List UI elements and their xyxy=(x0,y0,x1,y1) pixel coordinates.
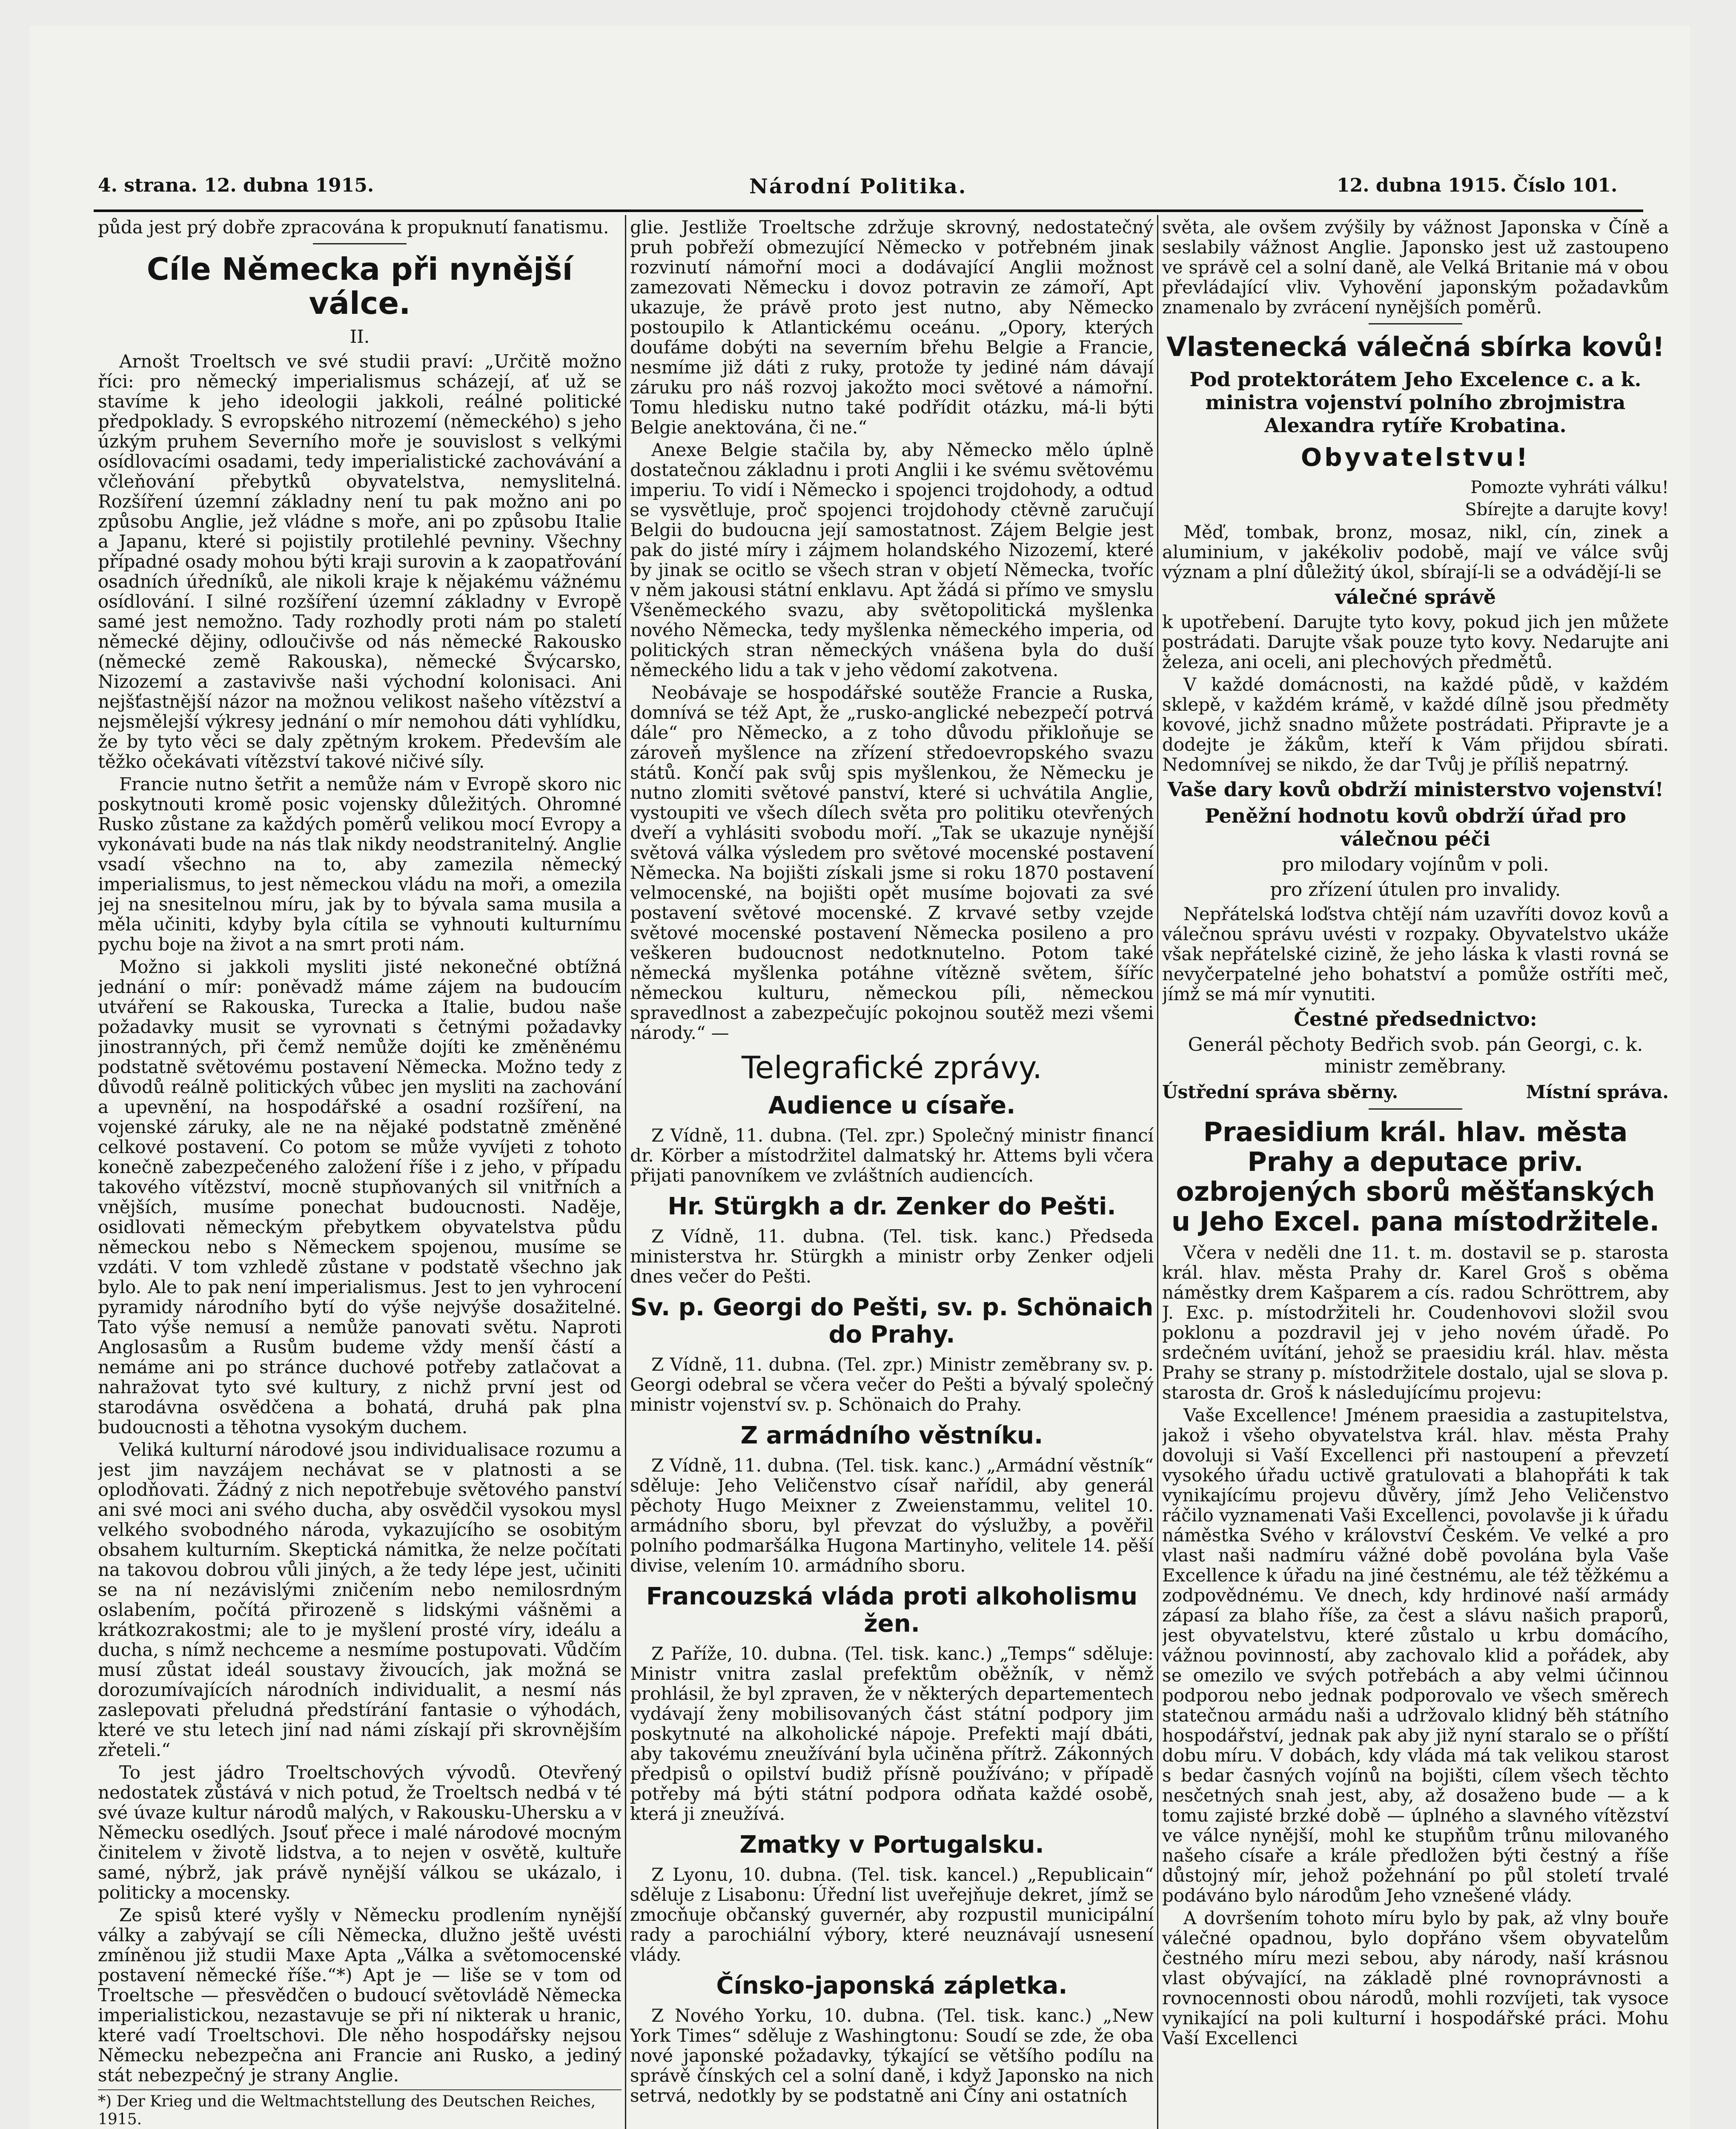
news-text: Z Vídně, 11. dubna. (Tel. zpr.) Společný ministr financí dr. Körber a místodržitel dalmatský hr. Attems byli včera přijati panovníkem ve zvláštních audiencích. xyxy=(630,1125,1154,1186)
local-administration: Místní správa. xyxy=(1526,1082,1669,1102)
article-title: Praesidium král. hlav. města Prahy a deputace priv. ozbrojených sborů měšťanských u Jeho Excel. pana místodržitele. xyxy=(1171,1116,1660,1237)
article-title: Cíle Německa při nynější válce. xyxy=(146,251,573,321)
news-title: Francouzská vláda proti alkoholismu žen. xyxy=(646,1583,1137,1638)
news-text: Z Vídně, 11. dubna. (Tel. tisk. kanc.) „Armádní věstník“ sděluje: Jeho Veličenstvo císař nařídil, aby generál pěchoty Hugo Meixner z Zweienstammu, velitel 10. armádního sboru, byl převzat do výslužby, a pověřil polního podmaršálka Hugona Martinyho, velitele 14. pěší divise, velením 10. armádního sboru. xyxy=(630,1455,1154,1576)
paragraph: Veliká kulturní národové jsou individualisace rozumu a jest jim navzájem nechávat se v platnosti a se oplodňovati. Žádný z nich nepotřebuje světového panství ani své moci ani svého ducha, aby osvědčil vysokou mysl velkého svobodného národa, vykazujícího se osobitým obsahem kulturním. Skeptická námitka, že nelze počítati na takovou dobrou vůli jiných, a že tedy lépe jest, učiniti se na ní nezávislými zničením nebo nemilosrdným oslabením, počítá přirozeně s lidskými vášněmi a krátkozrakostmi; ale to je myšlení prosté víry, ideálu a ducha, s nímž nechceme a nesmíme postupovati. Vůdčím musí zůstat ideál soustavy živoucích, jak možná se dorozumívajících národních individualit, a nesmí nás zaslepovati přeludná předstírání fantasie o výhodách, které ve stu letech jiní nad námi získají při skrovnějším zřeteli.“ xyxy=(98,1439,622,1760)
money-line: Peněžní hodnotu kovů obdrží úřad pro válečnou péči xyxy=(1205,804,1626,850)
newspaper-page xyxy=(30,26,1690,2129)
column-1 xyxy=(98,217,622,2129)
news-text: Z Vídně, 11. dubna. (Tel. zpr.) Ministr zeměbrany sv. p. Georgi odebral se včera večer do Pešti a bývalý společný ministr vojenství sv. p. Schönaich do Prahy. xyxy=(630,1354,1154,1415)
news-text: Z Lyonu, 10. dubna. (Tel. tisk. kancel.) „Republicain“ sděluje z Lisabonu: Úřední list uveřejňuje dekret, jímž se zmocňuje občanský guvernér, aby rozpustil municipální rady a parochiální výbory, které neuznávají usnesení vlády. xyxy=(630,1864,1154,1965)
news-title: Audience u císaře. xyxy=(768,1092,1016,1119)
footnote: *) Der Krieg und die Weltmachtstellung des Deutschen Reiches, 1915. xyxy=(98,2089,622,2129)
paragraph: Včera v neděli dne 11. t. m. dostavil se p. starosta král. hlav. města Prahy dr. Karel Groš s oběma náměstky drem Kašparem a cís. radou Schröttrem, aby J. Exc. p. místodržiteli hr. Coudenhovovi složil svou poklonu a pozdravil jej v jeho novém úřadě. Po srdečném uvítání, jehož se praesidiu král. hlav. města Prahy se strany p. místodržitele dostalo, ujal se slova p. starosta dr. Groš k následujícímu projevu: xyxy=(1162,1242,1669,1403)
column-2 xyxy=(630,217,1154,2129)
separator xyxy=(1369,1108,1462,1110)
header-rule xyxy=(94,209,1643,212)
news-text: Z Vídně, 11. dubna. (Tel. tisk. kanc.) Předseda ministerstva hr. Stürgkh a ministr orby Zenker odjeli dnes večer do Pešti. xyxy=(630,1226,1154,1287)
purpose-line: pro milodary vojínům v poli. xyxy=(1282,854,1549,875)
paragraph: Neobávaje se hospodářské soutěže Francie a Ruska, domnívá se též Apt, že „rusko-anglické nebezpečí potrvá dále“ pro Německo, a z toho důvodu přikloňuje se zároveň myšlence na zřízení středoevropského svazu států. Končí pak svůj spis myšlenkou, že Německu je nutno zlomiti světové panství, které si uchvátila Anglie, vystoupiti ve všech dílech světa pro politiku otevřených dveří a vyhlásiti svobodu moří. „Tak se ukazuje nynější světová válka výsledem pro světové mocenské postavení Německa. Na bojišti získali jsme si roku 1870 postavení velmocenské, na bojišti opět musíme bojovati za své postavení světové mocenské. Z krvavé setby vzejde světové mocenské postavení Německa posileno a pro veškeren budoucnost nedotknutelno. Potom také německá myšlenka potáhne vítězně světem, šíříc německou kulturu, německou píli, německou spravedlnost a zabezpečujíc pokojnou soutěž mezi všemi národy.“ — xyxy=(630,682,1154,1043)
appeal-title: Vlastenecká válečná sbírka kovů! xyxy=(1166,331,1664,362)
paragraph: Anexe Belgie stačila by, aby Německo mělo úplně dostatečnou základnu i proti Anglii i ke svému světovému imperiu. To vidí i Německo i spojenci trojdohody, a odtud se vysvětluje, proč spojenci trojdohody ctěvně zaručují Belgii do budoucna její samostatnost. Zájem Belgie jest pak do jisté míry i zájmem holandského Nizozemí, které by jinak se ocitlo se všech stran v objetí Německa, tvoříc v něm jakousi státní enklavu. Apt žádá si přímo ve smyslu Všeněmeckého svazu, aby světopolitická myšlenka nového Německa, tedy myšlenka německého imperia, od politických stran německých vnášena byla do duší německého lidu a tak v jeho vědomí zakotvena. xyxy=(630,439,1154,680)
honorary-chair: Čestné předsednictvo: xyxy=(1294,1007,1537,1030)
masthead: Národní Politika. xyxy=(749,175,967,198)
appeal-headline: Obyvatelstvu! xyxy=(1301,443,1530,472)
paragraph: Francie nutno šetřit a nemůže nám v Evropě skoro nic poskytnouti kromě posic vojensky důležitých. Ohromné Rusko zůstane za každých poměrů velikou mocí Evropy a vykonávati bude na nás tlak nikdy neodstranitelný. Anglie vsadí všechno na to, aby zamezila německý imperialismus, to jest německou vládu na moři, a omezila jej na snesitelnou míru, jak by to bývala sama musila a měla učiniti, kdyby byla cítila se vyhnouti kulturnímu pychu boje na život a na smrt proti nám. xyxy=(98,774,622,955)
protectorate-line: Pod protektorátem Jeho Excelence c. a k. ministra vojenství polního zbrojmistra Alexandra rytíře Krobatina. xyxy=(1189,368,1641,437)
news-text: Z Paříže, 10. dubna. (Tel. tisk. kanc.) „Temps“ sděluje: Ministr vnitra zaslal prefektům oběžník, v němž prohlásil, že byl zpraven, že v některých departementech vydávají ženy mobilisovaných část státní podpory jim poskytnuté na alkoholické nápoje. Prefekti mají dbáti, aby takovému zneužívání byla učiněna přítrž. Zákonných předpisů o opilství budiž přísně používáno; v případě potřeby má býti státní podpora odňata každé osobě, která ji zneužívá. xyxy=(630,1643,1154,1824)
news-title: Zmatky v Portugalsku. xyxy=(739,1831,1044,1859)
article-part: II. xyxy=(349,326,370,347)
news-text: Z Nového Yorku, 10. dubna. (Tel. tisk. kanc.) „New York Times“ sděluje z Washingtonu: Soudí se zde, že oba nové japonské požadavky, týkající se většího podílu na správě čínských cel a solní daně, i když Japonsko na nich setrvá, nedotkly by se podstatně ani Číny ani ostatních xyxy=(630,2005,1154,2106)
lead-text: půda jest prý dobře zpracována k propuknutí fanatismu. xyxy=(98,217,609,238)
paragraph: světa, ale ovšem zvýšily by vážnost Japonska v Číně a seslabily vážnost Anglie. Japonsko jest už zastoupeno ve správě cel a solní daně, ale Velká Britanie má v obou převládající vliv. Vyhovění japonským požadavkům znamenalo by zvrácení nynějších poměrů. xyxy=(1162,217,1669,318)
purpose-line: pro zřízení útulen pro invalidy. xyxy=(1270,879,1561,901)
paragraph: Nepřátelská loďstva chtějí nám uzavříti dovoz kovů a válečnou správu uvésti v rozpaky. Obyvatelstvo ukáže však nepřátelské cizině, že jeho láska k vlasti rovná se nevyčerpatelné jeho bohatství a pomůže ostříti meč, jímž se má mír vynutiti. xyxy=(1162,904,1669,1004)
news-title: Čínsko-japonská zápletka. xyxy=(716,1972,1068,2000)
ministry-line: Vaše dary kovů obdrží ministerstvo vojenství! xyxy=(1167,778,1664,801)
central-administration: Ústřední správa sběrny. xyxy=(1162,1082,1398,1102)
paragraph: V každé domácnosti, na každé půdě, v každém sklepě, v každém krámě, v každé dílně jsou předměty kovové, jichž snadno můžete postrádati. Připravte je a dodejte je žákům, kteří k Vám přijdou sbírati. Nedomnívej se nikdo, že dar Tvůj je příliš nepatrný. xyxy=(1162,674,1669,775)
signature-row xyxy=(1162,1082,1669,1102)
paragraph: To jest jádro Troeltschových vývodů. Otevřený nedostatek zůstává v nich potud, že Troeltsch nedbá v té své úvaze kultur národů malých, v Rakousku-Uhersku a v Německu osedlých. Jsouť přece i malé národové mocným činitelem v životě lidstva, a to nejen v osvětě, kultuře samé, nýbrž, jak právě nynější válkou se ukázalo, i politicky a mocensky. xyxy=(98,1762,622,1903)
war-administration: válečné správě xyxy=(1335,585,1496,608)
column-divider xyxy=(1157,215,1158,2129)
slogan: Sbírejte a darujte kovy! xyxy=(1465,500,1669,519)
slogan: Pomozte vyhráti válku! xyxy=(1470,478,1669,497)
paragraph: Možno si jakkoli mysliti jisté nekonečné obtížná jednání o mír: poněvadž máme zájem na budoucím utváření se Rakouska, Turecka a Italie, budou naše požadavky musit se vyrovnati s četnými požadavky jinostranných, při čemž nemůže dojíti ke změněnému podstatně světovému postavení Německa. Možno tedy z důvodů reálně politických vůbec jen mysliti na zachování a upevnění, na hospodářské a osadní rozšíření, na vojenské záruky, ale ne na nějaké podstatně změněné celkové postavení. Co potom se může vyvíjeti z tohoto konečně zabezpečeného založení říše i z jeho, v případu takového vítězství, mocně stupňovaných sil vnitřních a vnějších, musíme ponechat budoucnosti. Naděje, osidlovati německým přebytkem obyvatelstva půdu německou nebo s Německem spojenou, musíme se vzdáti. V tom vzhledě zůstane v podstatě všechno jak bylo. Ale to pak není imperialismus. Jest to jen vyhrocení pyramidy národního bytí do výše nejvýše dosažitelné. Tato výše nemusí a nemůže panovati světu. Naproti Anglosasům a Rusům budeme vždy menší částí a nemáme ani po stránce duchové potřeby zatlačovat a nahražovat tyto své kultury, z nichž první jest od starodávna osvědčena a bohatá, druhá pak plna budoucnosti a těhotna vysokým duchem. xyxy=(98,956,622,1438)
news-title: Hr. Stürgkh a dr. Zenker do Pešti. xyxy=(667,1193,1116,1220)
paragraph: k upotřebení. Darujte tyto kovy, pokud jich jen můžete postrádati. Darujte však pouze tyto kovy. Nedarujte ani železa, ani oceli, ani plechových předmětů. xyxy=(1162,611,1669,672)
paragraph: glie. Jestliže Troeltsche zdržuje skrovný, nedostatečný pruh pobřeží obmezující Německo v potřebném jinak rozvinutí námořní moci a dodávající Anglii možnost zamezovati Německu i dovoz potravin ze zámoří, Apt ukazuje, že právě proto jest nutno, aby Německo postoupilo k Atlantickému oceánu. „Opory, kterých doufáme dobýti na severním břehu Belgie a Francie, nesmíme již dáti z ruky, protože ty jediné nám dávají záruku pro náš rozvoj jakožto moci světové a námořní. Tomu hledisku nutno také podřídit otázku, má-li býti Belgie anektována, či ne.“ xyxy=(630,217,1154,438)
separator xyxy=(313,243,407,244)
page-date-left: 4. strana. 12. dubna 1915. xyxy=(98,175,374,196)
news-title: Sv. p. Georgi do Pešti, sv. p. Schönaich do Prahy. xyxy=(630,1294,1154,1349)
separator xyxy=(1369,323,1462,324)
column-divider xyxy=(625,215,626,2129)
paragraph: Vaše Excellence! Jménem praesidia a zastupitelstva, jakož i všeho obyvatelstva král. hlav. města Prahy dovoluji si Vaší Excellenci při nastoupení a převzetí vysokého úřadu uctivě gratulovati a blahopřáti k tak vynikajícímu projevu důvěry, jímž Jeho Veličenstvo ráčilo vyznamenati Vaši Excellenci, povolavše ji k úřadu náměstka Svého v království Českém. Ve velké a pro vlast naši nadmíru vážné době povolána byla Vaše Excellence k úřadu na jiné čestnému, ale též těžkému a zodpovědnému. Ve dnech, kdy hrdinové naší armády zápasí za blaho říše, za čest a slávu našich praporů, jest obyvatelstvu, které zůstalo u krbu domácího, vážnou povinností, aby zachovalo klid a pořádek, aby se omezilo ve svých potřebách a aby velmi účinnou podporou nebo jednak podporovalo ve všech směrech statečnou armádu naši a udržovalo klidný běh státního hospodářství, jednak pak aby již nyní staralo se o příští dobu míru. V dobách, kdy vláda má tak velikou starost s bedar časných vojínů na bojišti, cílem všech těchto nesčetných snah jest, aby, až dosaženo bude — a k tomu zajisté brzké době — úplného a slavného vítězství ve válce nynější, mohl ke stupňům trůnu milovaného našeho císaře a krále předložen býti čestný a říše důstojný mír, jehož požehnání po půl století trvalé podáváno bylo národům Jeho vznešené vlády. xyxy=(1162,1405,1669,1906)
paragraph: Ze spisů které vyšly v Německu prodlením nynější války a zabývají se cíli Německa, dlužno ještě uvésti zmíněnou již studii Maxe Apta „Válka a světomocenské postavení německé říše.“*) Apt je — liše se v tom od Troeltsche — přesvědčen o budoucí světovládě Německa imperialistickou, nezastavuje se při ní nikterak u hranic, které vadí Troeltschovi. Dle něho hospodářsky nejsou Německu nebezpečna ani Francie ani Rusko, a jediný stát nebezpečný je strany Anglie. xyxy=(98,1905,622,2086)
general-line: Generál pěchoty Bedřich svob. pán Georgi, c. k. ministr zeměbrany. xyxy=(1188,1034,1643,1077)
telegrams-title: Telegrafické zprávy. xyxy=(741,1050,1043,1085)
news-title: Z armádního věstníku. xyxy=(740,1422,1043,1449)
paragraph: Měď, tombak, bronz, mosaz, nikl, cín, zinek a aluminium, v jakékoliv podobě, mají ve válce svůj význam a plní důležitý úkol, sbírají-li se a odvádějí-li se xyxy=(1162,522,1669,582)
issue-number: 12. dubna 1915. Číslo 101. xyxy=(1337,175,1618,196)
column-3 xyxy=(1162,217,1669,2129)
paragraph: A dovršením tohoto míru bylo by pak, až vlny bouře válečné opadnou, bylo dopřáno všem obyvatelům čestného míru mezi sebou, aby národy, naší krásnou vlast obývající, na základě plné rovnoprávnosti a rovnocennosti obou národů, mohli rozvíjeti, tak vysoce vynikající na poli kulturní i hospodářské práci. Mohu Vaší Excellenci xyxy=(1162,1908,1669,2049)
paragraph: Arnošt Troeltsch ve své studii praví: „Určitě možno říci: pro německý imperialismus scházejí, ať už se stavíme k jeho ideologii jakkoli, reálné politické předpoklady. S evropského nitrozemí (německého) s jeho úzkým pruhem Severního moře je souvislost s velkými osídlovacími osadami, tedy imperialistické zachovávání a včleňování přebytků obyvatelstva, nemyslitelná. Rozšíření územní základny není tu pak možno ani po způsobu Anglie, jež vládne s moře, ani po způsobu Italie a Japanu, které si pojistily protilehlé pevniny. Všechny případné osady mohou býti kraji surovin a k zaopatřování osadních úředníků, ale nikoli kraje k nějakému vážnému osídlování. I silné rozšíření územní základny v Evropě samé jest nemožno. Tady rozhodly proti nám po staletí německé dějiny, odloučivše od nás německé Rakousko (německé země Rakouska), německé Švýcarsko, Nizozemí a zastavivše naši východní kolonisaci. Ani nejšťastnější názor na možnou velikost našeho vítězství a nejsmělejší výkresy jednání o mír nemohou dáti vyhlídku, že by tyto věci se daly zpětným krokem. Především ale těžko očekávati vítězství takové ničivé síly. xyxy=(98,351,622,772)
